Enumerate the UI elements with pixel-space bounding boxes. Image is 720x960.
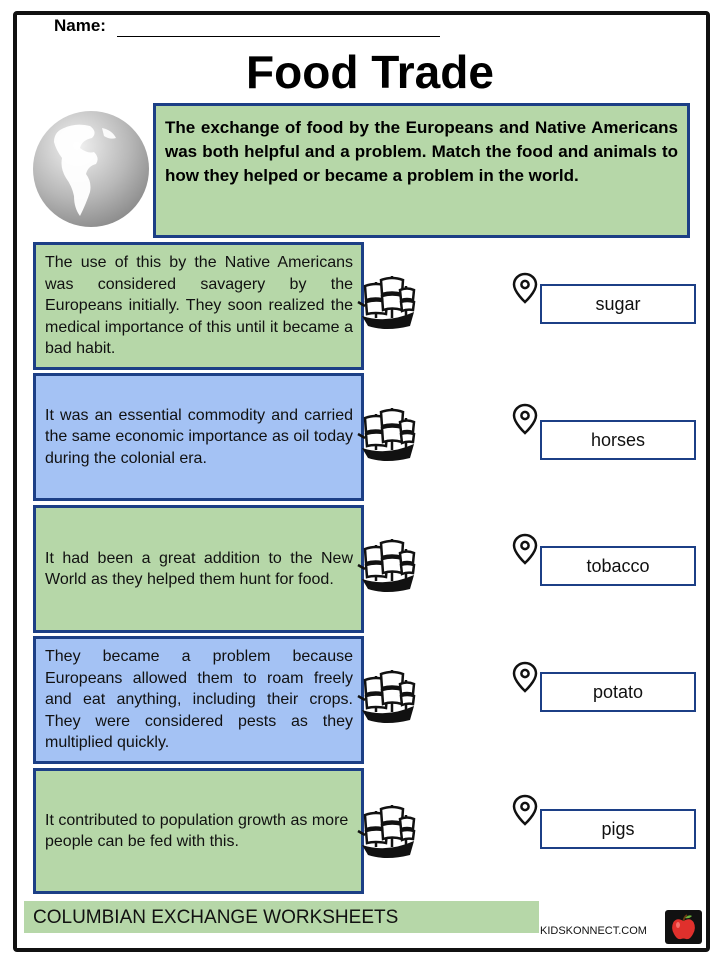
answer-box-pigs[interactable]: pigs (540, 809, 696, 849)
page-title: Food Trade (246, 46, 494, 98)
answer-box-potato[interactable]: potato (540, 672, 696, 712)
ship-icon (356, 666, 418, 728)
clue-text-5: It contributed to population growth as more people can be fed with this. (45, 811, 349, 850)
clue-text-2: It was an essential commodity and carried the same economic importance as oil today during the colonial era. (45, 406, 353, 467)
map-pin-icon (512, 403, 538, 435)
footer-series-label: COLUMBIAN EXCHANGE WORKSHEETS (24, 901, 539, 933)
clue-text-4: They became a problem because Europeans allowed them to roam freely and eat anything, including their crops. They were considered pests as they multiplied quickly. (45, 648, 353, 752)
name-input-line[interactable] (117, 36, 440, 37)
ship-icon (356, 801, 418, 863)
answer-box-tobacco[interactable]: tobacco (540, 546, 696, 586)
clue-text-1: The use of this by the Native Americans was considered savagery by the Europeans initially. They soon realized the medical importance of this until it became a bad habit. (45, 254, 353, 358)
map-pin-icon (512, 794, 538, 826)
name-label: Name: (54, 16, 106, 35)
clue-box-2 (33, 373, 364, 501)
ship-icon (356, 404, 418, 466)
answer-box-horses[interactable]: horses (540, 420, 696, 460)
apple-icon (665, 910, 702, 944)
map-pin-icon (512, 661, 538, 693)
intro-box: The exchange of food by the Europeans and Native Americans was both helpful and a problem. Match the food and animals to how they helped or became a problem in the world. (153, 103, 690, 238)
ship-icon (356, 272, 418, 334)
clue-box-5 (33, 768, 364, 894)
ship-icon (356, 535, 418, 597)
clue-box-4 (33, 636, 364, 764)
clue-box-1 (33, 242, 364, 370)
map-pin-icon (512, 533, 538, 565)
clue-box-3 (33, 505, 364, 633)
brand-logo[interactable] (665, 910, 702, 944)
globe-icon (30, 108, 152, 230)
map-pin-icon (512, 272, 538, 304)
brand-label[interactable]: KIDSKONNECT.COM (540, 925, 647, 937)
answer-box-sugar[interactable]: sugar (540, 284, 696, 324)
clue-text-3: It had been a great addition to the New World as they helped them hunt for food. (45, 549, 353, 588)
